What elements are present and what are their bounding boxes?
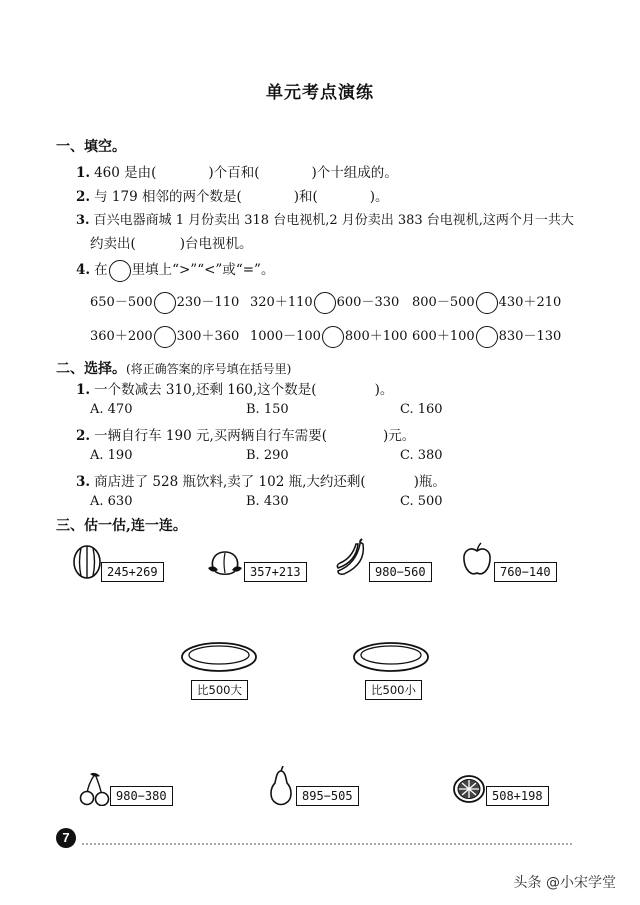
section2-title: 二、选择。 [56,361,126,377]
apple-icon [460,542,494,582]
expression-box[interactable]: 245+269 [101,562,164,582]
expr-left: 800－500 [412,295,475,310]
question-text: )和( [293,189,318,205]
option-b[interactable]: B. 430 [246,494,289,509]
compare-item [90,325,239,348]
option-c[interactable]: C. 380 [400,448,443,463]
pear-icon [266,766,296,810]
option-b[interactable]: B. 290 [246,448,289,463]
cherry-icon [78,772,112,810]
compare-item [412,291,561,314]
expr-right: 430＋210 [498,295,562,310]
compare-item [250,325,408,348]
expr-left: 320＋110 [250,295,313,310]
compare-item [90,291,239,314]
orange-slice-icon [452,774,486,808]
answer-circle[interactable] [314,292,336,314]
page-number: 7 [56,828,76,848]
plate-icon [352,640,430,678]
question-text: 商店进了 528 瓶饮料,卖了 102 瓶,大约还剩( [94,474,366,490]
question-text: )台电视机。 [179,236,253,252]
expr-right: 800＋100 [344,329,408,344]
question-text: 一辆自行车 190 元,买两辆自行车需要( [94,428,328,444]
question-number: 3. [76,213,90,228]
footer-divider [82,843,572,845]
section3-heading: 三、估一估,连一连。 [56,518,187,534]
question-number: 1. [76,165,91,181]
answer-circle[interactable] [154,326,176,348]
question-text: 里填上“>”“<”或“=”。 [131,262,275,278]
compare-item [250,291,399,314]
expression-box[interactable]: 980−560 [369,562,432,582]
plate-label-box[interactable]: 比500大 [191,680,248,700]
question-1-1 [76,161,398,181]
question-text: )个百和( [208,165,260,181]
expression-box[interactable]: 357+213 [244,562,307,582]
option-c[interactable]: C. 160 [400,402,443,417]
question-text: 一个数减去 310,还剩 160,这个数是( [94,382,317,398]
answer-circle[interactable] [154,292,176,314]
answer-circle[interactable] [476,326,498,348]
expr-right: 300＋360 [176,329,240,344]
question-1-3-line1 [76,209,574,228]
plate-icon [180,640,258,678]
expr-right: 830－130 [498,329,562,344]
question-number: 2. [76,189,91,205]
expr-left: 1000－100 [250,329,321,344]
watermelon-icon [72,544,102,584]
question-1-4 [76,258,274,282]
question-number: 3. [76,474,91,490]
question-1-3-line2 [90,232,253,252]
expression-box[interactable]: 760−140 [494,562,557,582]
expr-left: 650－500 [90,295,153,310]
section2-heading [56,358,291,378]
question-text: 460 是由( [94,165,157,181]
option-a[interactable]: A. 470 [90,402,133,417]
question-2-3 [76,470,446,490]
question-text: )。 [369,189,389,205]
banana-icon [334,538,370,582]
section2-note: (将正确答案的序号填在括号里) [126,362,292,376]
watermark: 头条 @小宋学堂 [513,875,616,891]
expression-box[interactable]: 895−505 [296,786,359,806]
option-a[interactable]: A. 190 [90,448,133,463]
question-number: 4. [76,262,91,278]
answer-circle[interactable] [476,292,498,314]
question-text: 约卖出( [90,236,136,252]
question-number: 2. [76,428,91,444]
compare-item [412,325,561,348]
page-title: 单元考点演练 [266,83,374,103]
question-text: 百兴电器商城 1 月份卖出 318 台电视机,2 月份卖出 383 台电视机,这两个月一共大 [93,213,574,228]
question-number: 1. [76,382,91,398]
peach-icon [204,548,246,582]
question-text: )瓶。 [413,474,446,490]
option-a[interactable]: A. 630 [90,494,133,509]
option-c[interactable]: C. 500 [400,494,443,509]
question-text: )。 [374,382,394,398]
answer-circle[interactable] [322,326,344,348]
question-text: 在 [94,262,108,278]
question-text: )元。 [383,428,416,444]
option-b[interactable]: B. 150 [246,402,289,417]
expression-box[interactable]: 980−380 [110,786,173,806]
expression-box[interactable]: 508+198 [486,786,549,806]
question-1-2 [76,185,389,205]
plate-label-box[interactable]: 比500小 [365,680,422,700]
answer-circle [109,260,131,282]
expr-left: 360＋200 [90,329,153,344]
expr-left: 600＋100 [412,329,475,344]
expr-right: 600－330 [336,295,400,310]
question-text: 与 179 相邻的两个数是( [94,189,242,205]
question-2-1 [76,378,393,398]
question-text: )个十组成的。 [311,165,398,181]
question-2-2 [76,424,415,444]
section1-heading: 一、填空。 [56,139,126,155]
expr-right: 230－110 [176,295,240,310]
